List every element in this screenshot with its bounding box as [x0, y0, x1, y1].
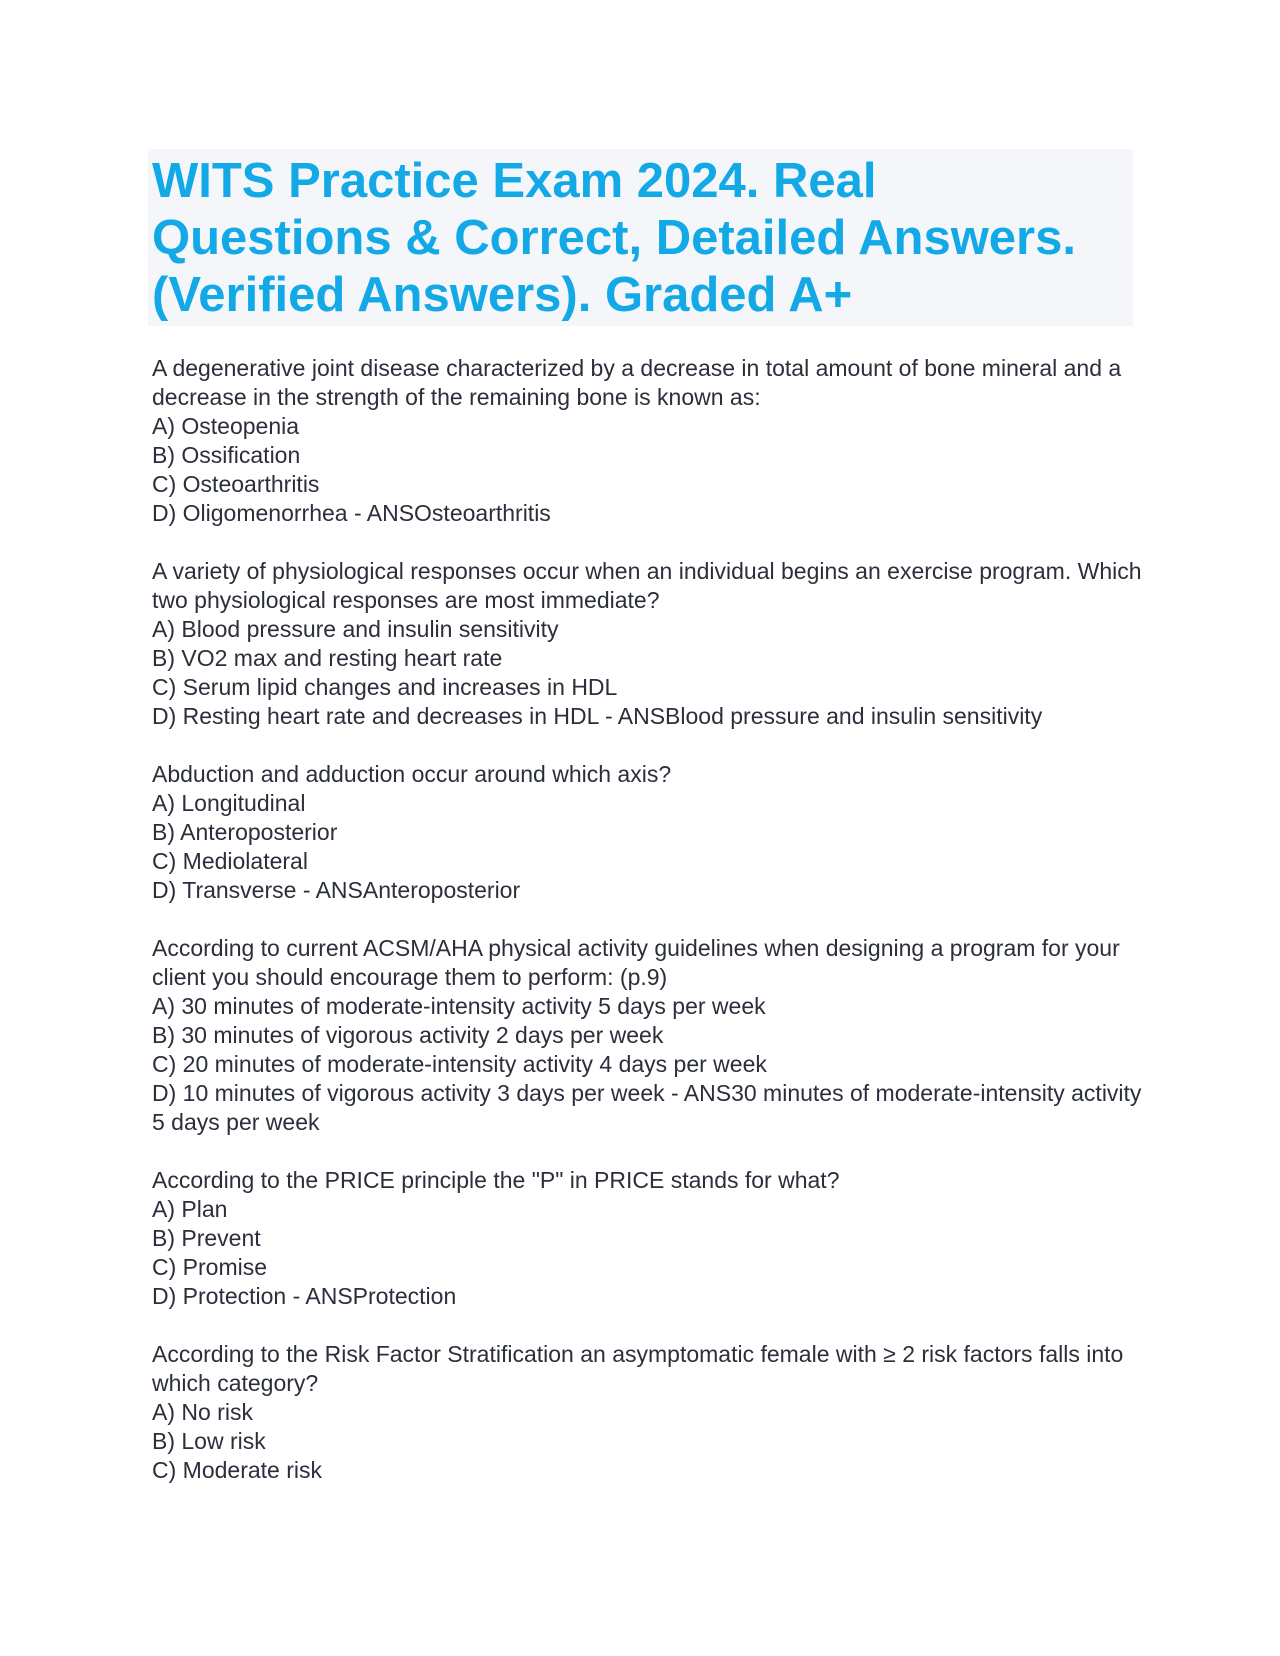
answer-option: A) Blood pressure and insulin sensitivity	[152, 616, 559, 642]
question-prompt: Abduction and adduction occur around which axis?	[152, 761, 672, 787]
question-prompt: A variety of physiological responses occur when an individual begins an exercise program. Which two physiological responses are most immediate?	[152, 558, 1142, 613]
answer-option: A) Plan	[152, 1196, 228, 1222]
question-list	[152, 354, 1142, 1514]
answer-option: B) Anteroposterior	[152, 819, 338, 845]
answer-option-with-answer: D) 10 minutes of vigorous activity 3 days per week - ANS30 minutes of moderate-intensity activity 5 days per week	[152, 1080, 1142, 1135]
question-block	[152, 760, 1142, 905]
question-block	[152, 1340, 1142, 1485]
answer-option: B) VO2 max and resting heart rate	[152, 645, 503, 671]
answer-option: C) Serum lipid changes and increases in HDL	[152, 674, 618, 700]
answer-option: A) Longitudinal	[152, 790, 306, 816]
answer-option: B) 30 minutes of vigorous activity 2 days per week	[152, 1022, 664, 1048]
question-prompt: According to current ACSM/AHA physical activity guidelines when designing a program for your client you should encourage them to perform: (p.9)	[152, 935, 1120, 990]
answer-option: C) 20 minutes of moderate-intensity activity 4 days per week	[152, 1051, 767, 1077]
question-block	[152, 934, 1142, 1137]
answer-option: A) Osteopenia	[152, 413, 300, 439]
question-block	[152, 1166, 1142, 1311]
answer-option-with-answer: D) Oligomenorrhea - ANSOsteoarthritis	[152, 500, 551, 526]
answer-option: C) Osteoarthritis	[152, 471, 320, 497]
question-prompt: According to the PRICE principle the "P" in PRICE stands for what?	[152, 1167, 840, 1193]
answer-option: C) Promise	[152, 1254, 268, 1280]
answer-option: B) Ossification	[152, 442, 301, 468]
answer-option: B) Prevent	[152, 1225, 261, 1251]
answer-option: B) Low risk	[152, 1428, 266, 1454]
question-prompt: A degenerative joint disease characterized by a decrease in total amount of bone mineral and a decrease in the strength of the remaining bone is known as:	[152, 355, 1122, 410]
answer-option: A) 30 minutes of moderate-intensity activity 5 days per week	[152, 993, 766, 1019]
title-banner	[148, 149, 1133, 326]
question-block	[152, 354, 1142, 528]
answer-option-with-answer: D) Transverse - ANSAnteroposterior	[152, 877, 521, 903]
answer-option-with-answer: D) Resting heart rate and decreases in HDL - ANSBlood pressure and insulin sensitivity	[152, 703, 1043, 729]
answer-option: C) Mediolateral	[152, 848, 308, 874]
answer-option-with-answer: D) Protection - ANSProtection	[152, 1283, 457, 1309]
question-prompt: According to the Risk Factor Stratification an asymptomatic female with ≥ 2 risk factors falls into which category?	[152, 1341, 1124, 1396]
document-title: WITS Practice Exam 2024. Real Questions & Correct, Detailed Answers. (Verified Answers). Graded A+	[152, 154, 1076, 322]
question-block	[152, 557, 1142, 731]
answer-option: A) No risk	[152, 1399, 253, 1425]
answer-option: C) Moderate risk	[152, 1457, 322, 1483]
